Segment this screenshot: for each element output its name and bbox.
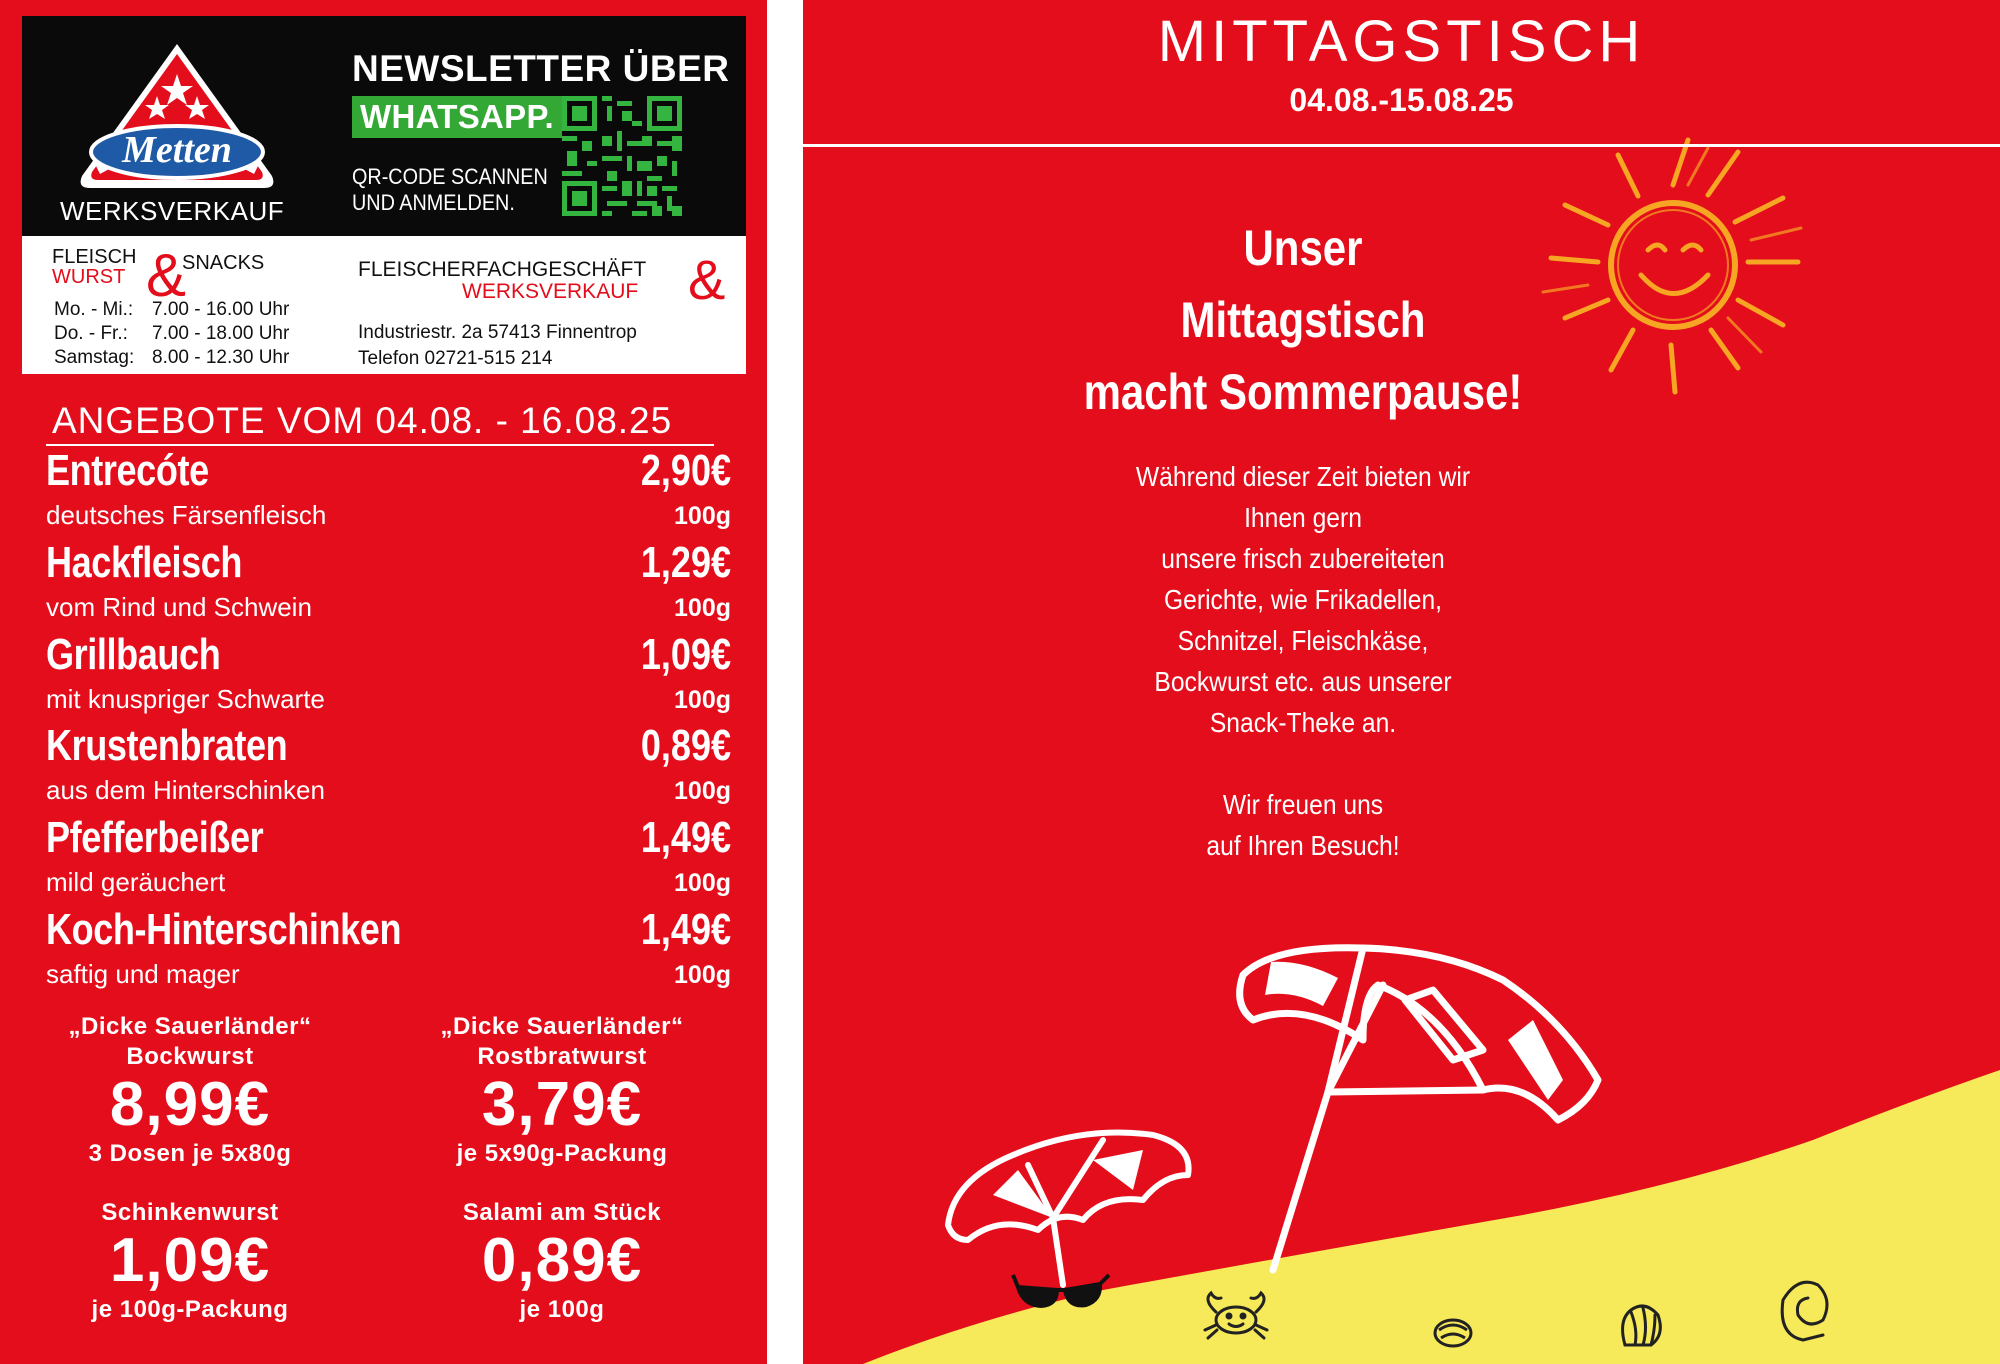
special-price: 8,99€ xyxy=(109,1070,271,1139)
newsletter-title: NEWSLETTER ÜBER xyxy=(352,48,730,89)
body-spacer xyxy=(1039,743,1567,784)
hours-day: Mo. - Mi.: xyxy=(54,299,134,320)
newsletter-cta-line1: QR-CODE SCANNEN xyxy=(352,164,548,189)
headline-line: macht Sommerpause! xyxy=(1083,364,1523,420)
special-offer xyxy=(392,1198,732,1326)
offer-price: 0,89€ xyxy=(640,721,731,770)
hours-day: Samstag: xyxy=(54,347,135,368)
offer-price: 1,49€ xyxy=(640,813,731,862)
offers-title: ANGEBOTE VOM 04.08. - 16.08.25 xyxy=(52,400,673,441)
hours-row xyxy=(54,298,289,322)
shop-info xyxy=(22,236,746,374)
hours-time: 7.00 - 16.00 Uhr xyxy=(152,299,290,320)
special-note: je 5x90g-Packung xyxy=(456,1140,668,1167)
offer-unit: 100g xyxy=(674,961,731,989)
special-line1: „Dicke Sauerländer“ xyxy=(440,1013,684,1040)
offer-description: mit knuspriger Schwarte xyxy=(46,684,325,714)
notice-body xyxy=(1039,456,1567,866)
sun-icon xyxy=(1543,140,1801,392)
body-line: Bockwurst etc. aus unserer xyxy=(1154,666,1452,697)
header-banner xyxy=(22,16,746,236)
lunch-notice-panel xyxy=(803,0,2000,1364)
offer-unit: 100g xyxy=(674,869,731,897)
shop-logo-line3: SNACKS xyxy=(182,252,265,274)
offer-price: 2,90€ xyxy=(640,446,731,495)
offer-description: mild geräuchert xyxy=(46,867,226,897)
offer-description: saftig und mager xyxy=(46,959,240,989)
offer-price: 1,29€ xyxy=(640,538,731,587)
headline-line: Mittagstisch xyxy=(1180,292,1426,348)
shop-logo-line2: WURST xyxy=(52,266,126,288)
metten-logo xyxy=(72,36,282,206)
date-range: 04.08.-15.08.25 xyxy=(1289,82,1514,118)
body-line: Snack-Theke an. xyxy=(1209,707,1397,738)
hours-time: 7.00 - 18.00 Uhr xyxy=(152,323,290,344)
special-price: 1,09€ xyxy=(109,1226,271,1295)
hours-row xyxy=(54,322,289,346)
page-title: MITTAGSTISCH xyxy=(1157,9,1646,74)
offer-description: deutsches Färsenfleisch xyxy=(46,500,327,530)
offer-description: vom Rind und Schwein xyxy=(46,592,312,622)
special-note: je 100g-Packung xyxy=(91,1296,289,1323)
hours-time: 8.00 - 12.30 Uhr xyxy=(152,347,290,368)
special-line2: Rostbratwurst xyxy=(477,1043,647,1070)
logo-wordmark: Metten xyxy=(122,129,232,171)
offer-unit: 100g xyxy=(674,594,731,622)
body-line: Gerichte, wie Frikadellen, xyxy=(1164,584,1442,615)
title-divider xyxy=(803,144,2000,147)
special-note: 3 Dosen je 5x80g xyxy=(88,1140,292,1167)
shop-name-line2: WERKSVERKAUF xyxy=(462,280,639,303)
hours-row xyxy=(54,346,289,370)
brand-subtitle: WERKSVERKAUF xyxy=(60,196,285,226)
offer-unit: 100g xyxy=(674,777,731,805)
special-offer xyxy=(392,1012,732,1170)
special-offer xyxy=(20,1198,360,1326)
body-line: unsere frisch zubereiteten xyxy=(1161,543,1445,574)
special-line2: Bockwurst xyxy=(126,1043,254,1070)
special-line1: Schinkenwurst xyxy=(101,1199,279,1226)
small-umbrella-icon xyxy=(948,1133,1189,1286)
shop-name-line1: FLEISCHERFACHGESCHÄFT xyxy=(358,258,647,281)
shop-address: Industriestr. 2a 57413 Finnentrop xyxy=(358,322,637,343)
offer-price: 1,49€ xyxy=(640,905,731,954)
body-line: Schnitzel, Fleischkäse, xyxy=(1177,625,1429,656)
special-line1: Salami am Stück xyxy=(462,1199,662,1226)
offer-description: aus dem Hinterschinken xyxy=(46,775,325,805)
offer-name: Krustenbraten xyxy=(46,721,288,770)
offer-name: Grillbauch xyxy=(46,630,221,679)
special-offer xyxy=(20,1012,360,1170)
shop-phone: Telefon 02721-515 214 xyxy=(358,348,553,369)
offer-name: Pfefferbeißer xyxy=(46,813,264,862)
shop-logo-ampersand: & xyxy=(146,242,187,309)
whatsapp-badge: WHATSAPP. xyxy=(352,96,562,138)
offer-name: Hackfleisch xyxy=(46,538,243,587)
newsletter-cta-line2: UND ANMELDEN. xyxy=(352,190,515,215)
newsletter-cta xyxy=(352,164,548,216)
offers-flyer-panel xyxy=(0,0,767,1364)
offer-price: 1,09€ xyxy=(640,630,731,679)
body-line: Während dieser Zeit bieten wir xyxy=(1135,461,1471,492)
offer-name: Koch-Hinterschinken xyxy=(46,905,402,954)
headline-line: Unser xyxy=(1243,220,1363,276)
special-line1: „Dicke Sauerländer“ xyxy=(68,1013,312,1040)
summer-break-headline xyxy=(1051,212,1555,428)
closing-line: auf Ihren Besuch! xyxy=(1206,830,1400,861)
body-line: Ihnen gern xyxy=(1244,502,1362,533)
shop-logo-line1: FLEISCH xyxy=(52,246,137,268)
hours-day: Do. - Fr.: xyxy=(54,323,128,344)
opening-hours xyxy=(54,298,289,370)
special-price: 3,79€ xyxy=(481,1070,643,1139)
offer-unit: 100g xyxy=(674,686,731,714)
offer-name: Entrecóte xyxy=(46,446,209,495)
sand-shape xyxy=(863,1070,2000,1364)
shop-name-ampersand: & xyxy=(688,248,726,311)
special-note: je 100g xyxy=(519,1296,605,1323)
special-price: 0,89€ xyxy=(481,1226,643,1295)
closing-line: Wir freuen uns xyxy=(1222,789,1384,820)
offer-unit: 100g xyxy=(674,502,731,530)
qr-code-icon[interactable] xyxy=(562,96,682,216)
